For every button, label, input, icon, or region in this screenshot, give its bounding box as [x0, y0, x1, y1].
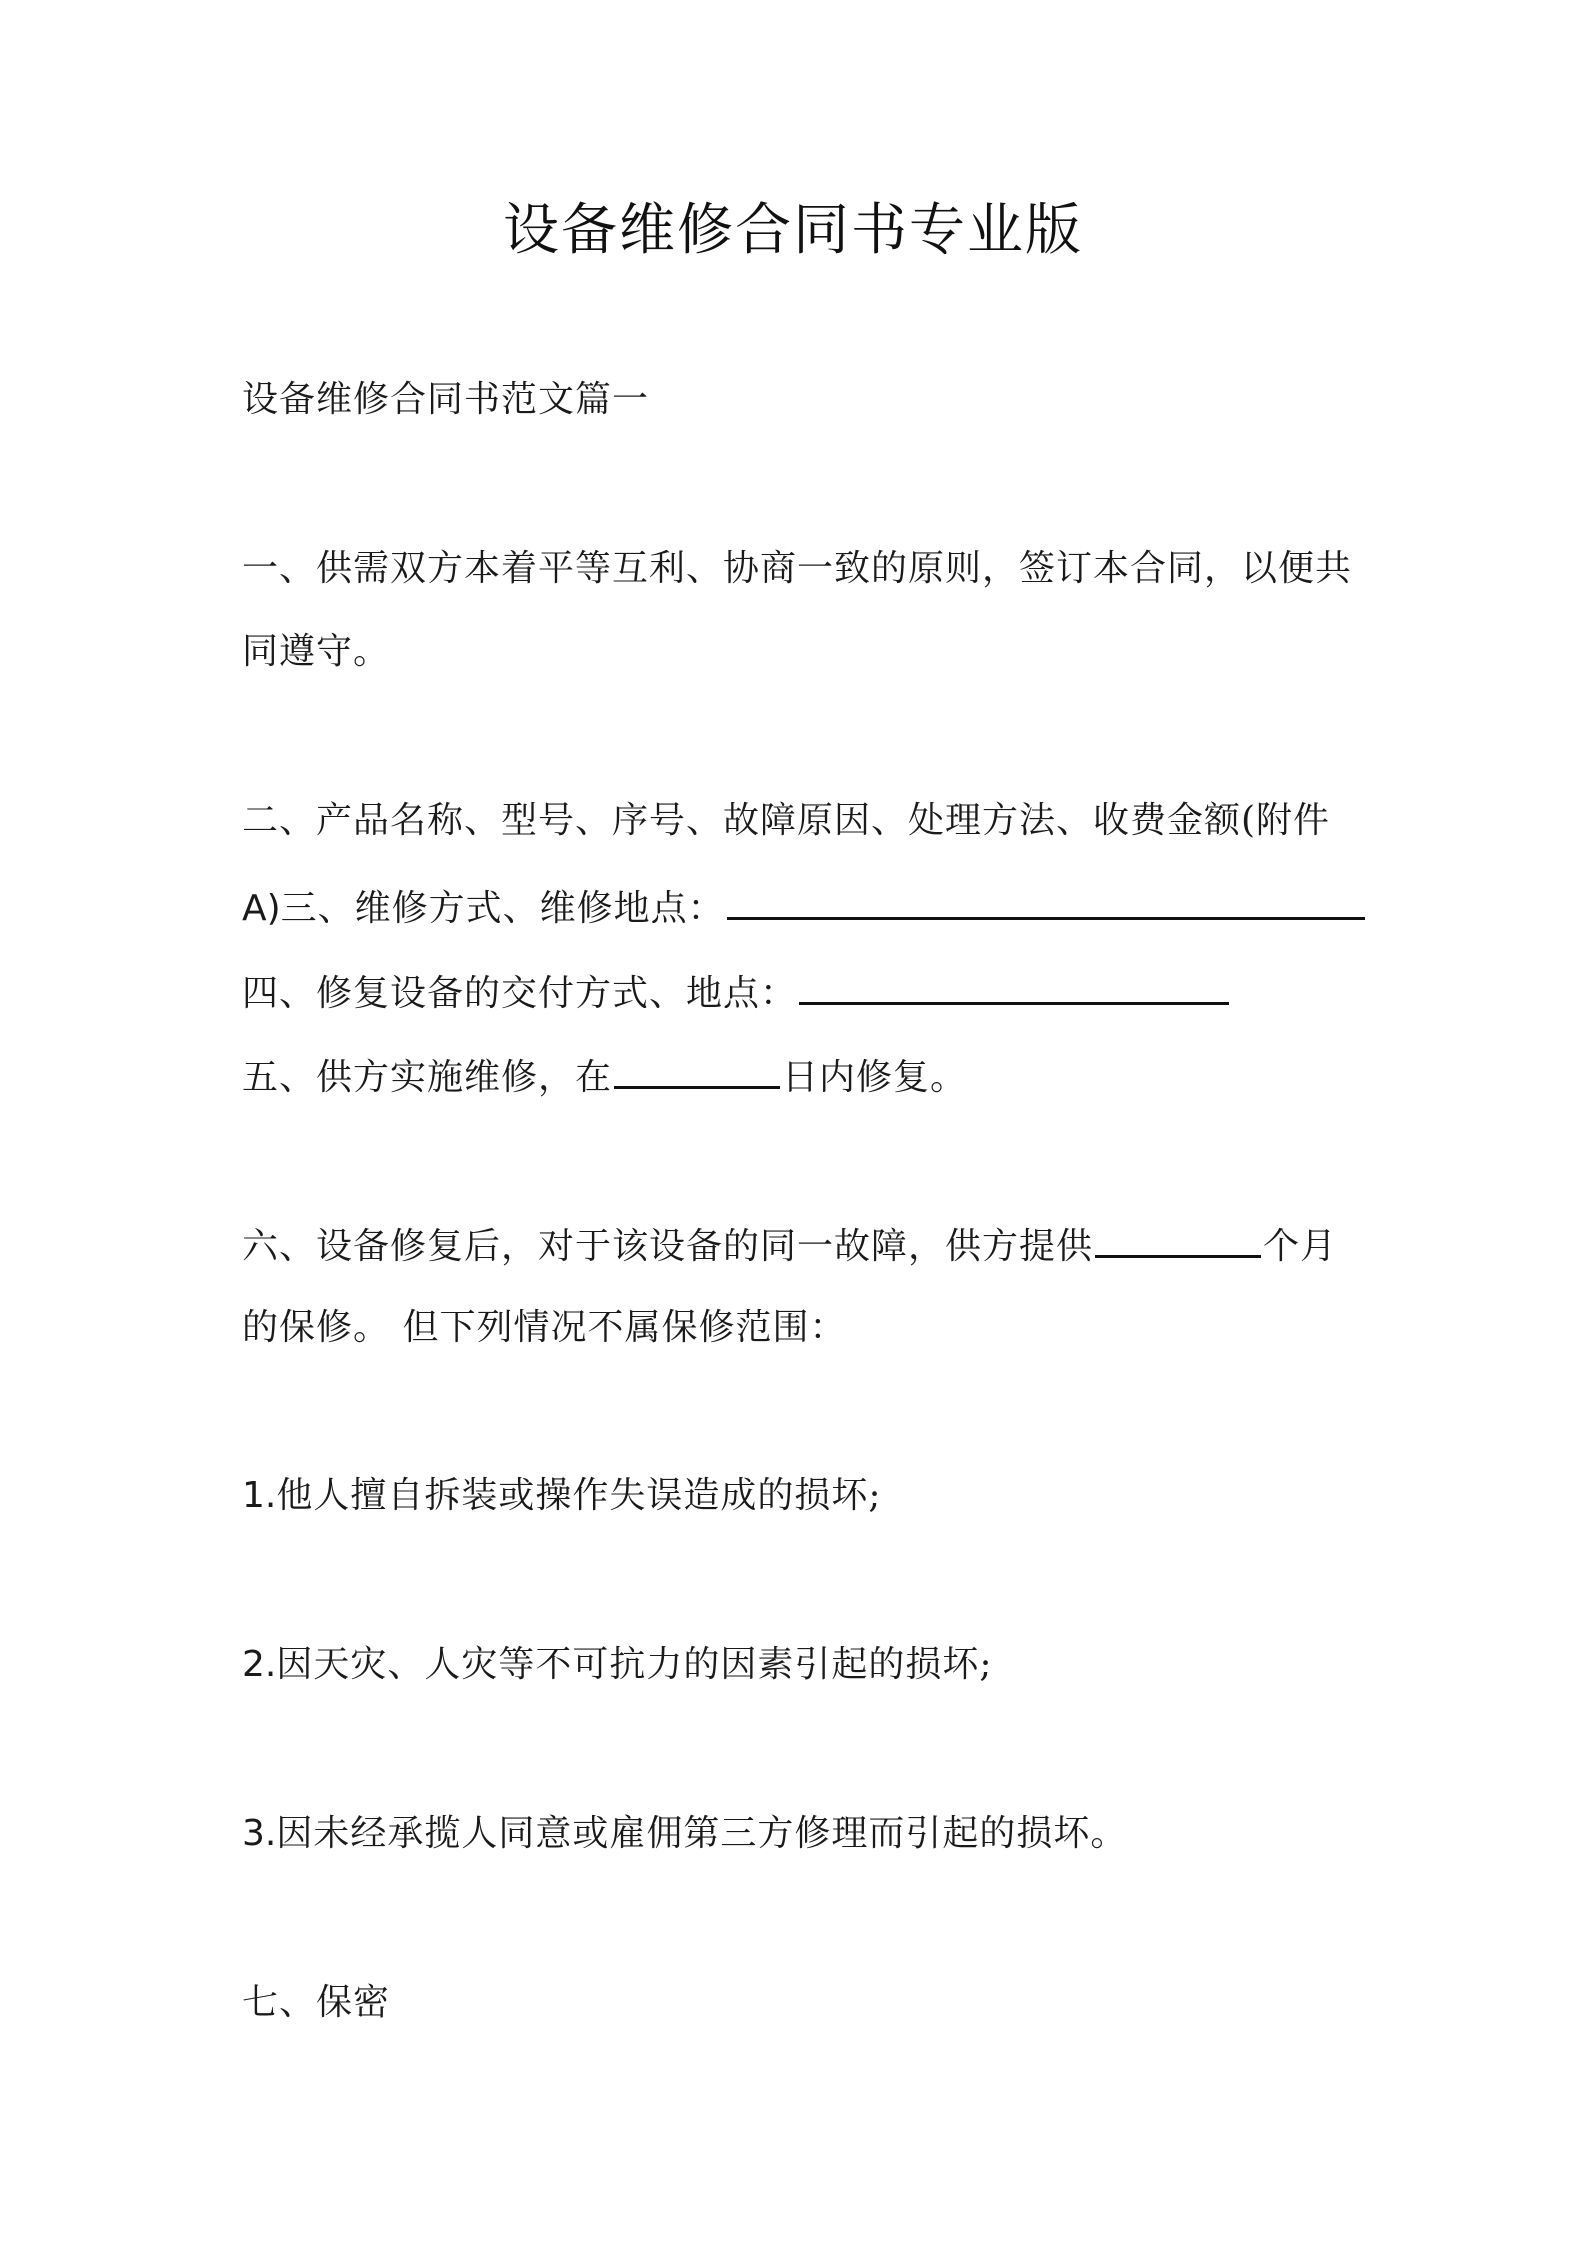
clause-4-label: 四、修复设备的交付方式、地点： [242, 973, 798, 1014]
exclusion-2-number: 2. [242, 1644, 277, 1685]
clause-6-before: 六、设备修复后，对于该设备的同一故障，供方提供 [242, 1226, 1094, 1267]
exclusion-1-text: 他人擅自拆装或操作失误造成的损坏; [276, 1475, 882, 1516]
delivery-location-blank [799, 966, 1229, 1005]
clause-1-line-1: 一、供需双方本着平等互利、协商一致的原则，签订本合同，以便共 [242, 548, 1353, 589]
exclusion-3-number: 3. [242, 1813, 277, 1854]
clause-2-3-line [242, 881, 1367, 933]
exclusion-3-text: 因未经承揽人同意或雇佣第三方修理而引起的损坏。 [276, 1813, 1128, 1854]
document-subtitle: 设备维修合同书范文篇一 [242, 379, 650, 420]
exclusion-item-2 [242, 1641, 993, 1689]
clause-5-after: 日内修复。 [782, 1057, 968, 1098]
clause-2-line-1: 二、产品名称、型号、序号、故障原因、处理方法、收费金额(附件 [242, 800, 1331, 841]
clause-3-label: 三、维修方式、维修地点： [280, 888, 725, 929]
clause-4-line [242, 966, 1231, 1018]
clause-6-line-2: 的保修。 但下列情况不属保修范围： [242, 1307, 847, 1348]
clause-2-suffix: A) [242, 888, 281, 929]
clause-1-line-2: 同遵守。 [242, 631, 391, 672]
clause-5-before: 五、供方实施维修，在 [242, 1057, 613, 1098]
clause-7-heading: 七、保密 [242, 1982, 391, 2023]
exclusion-1-number: 1. [242, 1475, 277, 1516]
repair-location-blank [727, 881, 1365, 920]
exclusion-item-3 [242, 1810, 1127, 1858]
clause-6-line-1 [242, 1219, 1337, 1271]
document-title: 设备维修合同书专业版 [503, 198, 1083, 263]
clause-6-after: 个月 [1263, 1226, 1338, 1267]
clause-5-line [242, 1050, 967, 1102]
exclusion-2-text: 因天灾、人灾等不可抗力的因素引起的损坏; [276, 1644, 993, 1685]
exclusion-item-1 [242, 1472, 882, 1520]
repair-days-blank [614, 1050, 780, 1089]
warranty-months-blank [1095, 1219, 1261, 1258]
